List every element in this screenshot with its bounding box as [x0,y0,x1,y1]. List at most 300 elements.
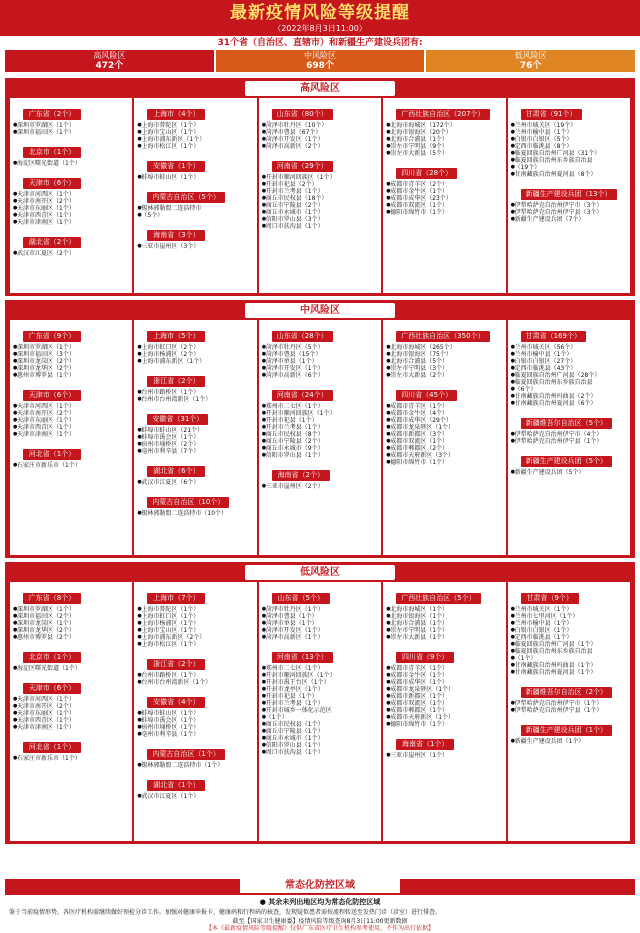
district-item: ● 菏泽市曹县（15个） [262,351,378,358]
district-item: ● 北海市银海区（1个） [386,613,502,620]
district-item: ● 上海市虹口区（1个） [137,613,253,620]
province-card [137,772,253,800]
district-item: ● 深圳市龙岗区（2个） [13,358,129,365]
district-item: ● 天津市南开区（2个） [13,703,129,710]
province-card [511,717,627,745]
province-card [137,651,253,686]
district-item: ● 伊犁哈萨克自治州伊宁县（3个） [511,209,627,216]
province-card [137,101,253,150]
section-title: 高风险区 [245,81,395,96]
district-item: ● 伊犁哈萨克自治州伊宁市（4个） [511,431,627,438]
province-card [262,462,378,490]
district-item: ● 武汉市江夏区（1个） [137,793,253,800]
district-item: ● 台州市路桥区（1个） [137,672,253,679]
district-item: ● 天津市南开区（2个） [13,410,129,417]
province-card [137,184,253,219]
district-item: ● 深圳市福田区（3个） [13,351,129,358]
district-item: ● 成都市青羊区（1个） [386,665,502,672]
district-item: ● 崇左市大新县（1个） [386,634,502,641]
region-column [259,98,381,293]
province-card [511,585,627,676]
district-item: ● 成都市双流区（1个） [386,438,502,445]
province-title: 内蒙古自治区（10个） [147,497,229,508]
province-title: 浙江省（2个） [147,376,205,387]
district-item: ● 成都市青羊区（2个） [386,181,502,188]
province-title: 新疆生产建设兵团（1个） [521,725,612,736]
summary-low [426,50,635,72]
district-item: ● 开封市禹王台区（1个） [262,679,378,686]
district-item: ● 北海市合浦县（5个） [386,358,502,365]
region-column [10,582,132,841]
region-column [259,582,381,841]
district-item: ● 开封市祀县（2个） [262,181,378,188]
district-item: ● 三亚市崖州区（2个） [262,483,378,490]
region-column [134,320,256,555]
district-item: ● 台州市路桥区（1个） [137,389,253,396]
district-item: ● 兰州市城关区（1个） [511,606,627,613]
province-title: 广东省（9个） [23,331,81,342]
district-item: ● 成都市天府新区（3个） [386,452,502,459]
region-grid [10,98,630,293]
district-item: ● 菏泽市牡丹区（5个） [262,344,378,351]
province-card [137,153,253,181]
province-card [137,458,253,486]
province-title: 河南省（13个） [272,652,333,663]
district-item: ● 上海市浦东新区（2个） [137,634,253,641]
section-title: 中风险区 [245,303,395,318]
province-card [262,101,378,150]
district-item: ● 崇左市大新县（2个） [386,372,502,379]
district-item: ● 德阳市绵竹市（1个） [386,209,502,216]
district-item: ● （19个） [511,164,627,171]
district-item: ● 上海市松江区（1个） [137,143,253,150]
district-item: ● 菏泽市曹县（67个） [262,129,378,136]
district-item: ● 石家庄市新乐市（1个） [13,462,129,469]
district-item: ● 甘南藏族自治州夏河县（1个） [511,669,627,676]
region-column [383,98,505,293]
province-card [511,101,627,178]
district-item: ● 蚌埠市蚌山区（1个） [137,710,253,717]
district-item: ● 白银市白银区（1个） [511,627,627,634]
province-card [137,689,253,738]
district-item: ● 上海市浦东新区（1个） [137,358,253,365]
district-item: ● 深圳市罗湖区（1个） [13,122,129,129]
province-title: 浙江省（2个） [147,659,205,670]
district-item: ● 成都市金牛区（1个） [386,188,502,195]
district-item: ● 商丘市永城市（1个） [262,735,378,742]
province-card [13,229,129,257]
district-item: ● 白银市白银区（27个） [511,358,627,365]
district-item: ● 成都市金牛区（1个） [386,672,502,679]
province-card [137,368,253,403]
district-item: ● 天津市津南区（1个） [13,724,129,731]
province-card [13,675,129,731]
province-card [511,679,627,714]
province-card [386,644,502,728]
province-card [137,406,253,455]
district-item: ● 深圳市福田区（2个） [13,613,129,620]
district-item: ● 伊犁哈萨克自治州伊宁市（3个） [511,202,627,209]
district-item: ● 临夏回族自治州广河县（28个） [511,372,627,379]
province-title: 河南省（29个） [272,161,333,172]
district-item: ● 成都市双流区（1个） [386,202,502,209]
district-item: ● 开封市祀县（1个） [262,693,378,700]
district-item: ● 成都市新都区（3个） [386,431,502,438]
district-item: ● 商丘市民权县（18个） [262,195,378,202]
district-item: ● 崇左市宁明县（9个） [386,143,502,150]
province-title: 四川省（45个） [396,390,457,401]
district-item: ● 上海市宝山区（1个） [137,627,253,634]
province-title: 天津市（6个） [23,683,81,694]
province-card [13,644,129,672]
province-card [511,410,627,445]
district-item: ● 深圳市罗湖区（1个） [13,344,129,351]
province-title: 安徽省（1个） [147,161,205,172]
district-item: ● 菏泽市单县（1个） [262,620,378,627]
district-item: ● 武汉市江夏区（2个） [13,250,129,257]
province-card [137,222,253,250]
region-grid [10,582,630,841]
province-title: 广西壮族自治区（350个） [396,331,489,342]
district-item: ● 开封市顺河回族区（1个） [262,174,378,181]
district-item: ● 锡林郭勒盟二连浩特市 [137,205,253,212]
district-item: ● 成都市郫都区（1个） [386,707,502,714]
province-card [386,382,502,466]
district-item: ● 商丘市民权县（8个） [262,431,378,438]
province-card [13,101,129,136]
district-item: ● 开封市顺河回族区（1个） [262,410,378,417]
district-item: ● 周口市扶沟县（1个） [262,749,378,756]
province-title: 上海市（7个） [147,593,205,604]
region-column [383,320,505,555]
district-item: ● 上海市松江区（1个） [137,641,253,648]
district-item: ● 亳州市利辛县（1个） [137,731,253,738]
province-title: 上海市（4个） [147,109,205,120]
district-item: ● 周口市扶沟县（1个） [262,223,378,230]
district-item: ● 上海市杨浦区（2个） [137,351,253,358]
district-item: ● 成都市成华区（29个） [386,417,502,424]
district-item: ● 临夏回族自治州广河县（1个） [511,641,627,648]
province-card [13,139,129,167]
high-risk-section [5,78,635,296]
district-item: ● 天津市西青区（1个） [13,717,129,724]
district-item: ● 新疆生产建设兵团（5个） [511,469,627,476]
district-item: ● 菏泽市高新区（2个） [262,143,378,150]
region-column [259,320,381,555]
province-card [386,323,502,379]
district-item: ● 商丘市宁陵县（2个） [262,438,378,445]
province-title: 山东省（28个） [272,331,333,342]
district-item: ● 成都市成华区（1个） [386,679,502,686]
district-item: ● 菏泽市高新区（1个） [262,634,378,641]
district-item: ● 开封市城乡一体化示范区 [262,707,378,714]
district-item: ● 甘南藏族自治州夏河县（6个） [511,400,627,407]
district-item: ● 德阳市绵竹市（1个） [386,721,502,728]
district-item: ● 兰州市城关区（56个） [511,344,627,351]
district-item: ● 信阳市罗山县（1个） [262,452,378,459]
district-item: ● 深圳市福田区（1个） [13,129,129,136]
district-item: ● 兰州市七里河区（1个） [511,613,627,620]
district-item: ● 商丘市民权县（1个） [262,721,378,728]
province-card [386,585,502,641]
district-item: ● （1个） [511,655,627,662]
province-title: 天津市（6个） [23,178,81,189]
normal-control-note: ● 其余未列出地区均为常态化防控区域 [259,898,381,906]
header [0,0,640,36]
region-column [134,98,256,293]
district-item: ● 北海市合浦县（1个） [386,620,502,627]
district-item: ● 深圳市龙岗区（1个） [13,620,129,627]
district-item: ● 伊犁哈萨克自治州伊宁市（1个） [511,700,627,707]
district-item: ● 北海市银海区（75个） [386,351,502,358]
district-item: ● 北海市海城区（172个） [386,122,502,129]
province-title: 上海市（5个） [147,331,205,342]
district-item: ● 郑州市二七区（1个） [262,403,378,410]
province-title: 内蒙古自治区（1个） [147,749,224,760]
district-item: ● 甘南藏族自治州玛曲县（1个） [511,662,627,669]
page-title: 最新疫情风险等级提醒 [230,3,410,23]
district-item: ● 上海市宝山区（1个） [137,129,253,136]
province-title: 甘肃省（9个） [521,593,579,604]
province-title: 新疆维吾尔自治区（5个） [521,418,612,429]
district-item: ● 北海市合浦县（1个） [386,136,502,143]
district-item: ● 伊犁哈萨克自治州伊宁县（1个） [511,707,627,714]
district-item: ● 兰州市榆中县（1个） [511,620,627,627]
district-item: ● 台州市台州湾新区（1个） [137,396,253,403]
district-item: ● 开封市兰考县（1个） [262,188,378,195]
district-item: ● 菏泽市开发区（1个） [262,627,378,634]
district-item: ● 天津市西青区（1个） [13,212,129,219]
province-card [511,448,627,476]
province-title: 河北省（1个） [23,449,81,460]
district-item: ● 天津市河西区（1个） [13,191,129,198]
district-item: ● 郑州市二七区（1个） [262,665,378,672]
province-title: 海南省（3个） [147,230,205,241]
district-item: ● 蚌埠市禹会区（1个） [137,434,253,441]
low-risk-section [5,562,635,844]
district-item: ● 菏泽市牡丹区（1个） [262,606,378,613]
district-item: ● 锡林郭勒盟二连浩特市（10个） [137,510,253,517]
district-item: ● 甘南藏族自治州玛曲县（2个） [511,393,627,400]
district-item: ● 成都市龙泉驿区（1个） [386,686,502,693]
district-item: ● 兰州市城关区（19个） [511,122,627,129]
region-column [508,582,630,841]
district-item: ● 宿州市埇桥区（1个） [137,724,253,731]
province-title: 安徽省（4个） [147,697,205,708]
district-item: ● （6个） [511,386,627,393]
summary-label: 中风险区 [304,51,336,60]
province-title: 广西壮族自治区（5个） [396,593,480,604]
district-item: ● 天津市东丽区（1个） [13,417,129,424]
summary-medium [216,50,425,72]
province-card [13,585,129,641]
district-item: ● 商丘市永城市（9个） [262,445,378,452]
province-card [386,160,502,216]
district-item: ● 白银市白银区（5个） [511,136,627,143]
district-item: ● 深圳市罗湖区（1个） [13,606,129,613]
district-item: ● 上海市浦东新区（1个） [137,136,253,143]
district-item: ● 宿州市埇桥区（2个） [137,441,253,448]
district-item: ● 天津市河西区（1个） [13,696,129,703]
normal-control-banner [5,879,635,895]
district-item: ● 天津市津南区（1个） [13,219,129,226]
province-card [386,731,502,759]
district-item: ● 开封市兰考县（1个） [262,700,378,707]
province-title: 山东省（80个） [272,109,333,120]
province-title: 新疆生产建设兵团（13个） [521,189,617,200]
province-card [137,585,253,648]
summary-title: 31个省（自治区、直辖市）和新疆生产建设兵团有: [217,38,423,48]
province-title: 河北省（1个） [23,742,81,753]
province-title: 新疆生产建设兵团（5个） [521,456,612,467]
data-source: 截至【国家卫生健康委】疫情风险等级查询8月3日11:00更新数据 [232,918,408,925]
province-card [262,153,378,230]
district-item: ● 成都市青羊区（1个） [386,403,502,410]
district-item: ● 上海市杨浦区（1个） [137,620,253,627]
district-item: ● 惠州市博罗县（2个） [13,634,129,641]
province-card [262,382,378,459]
district-item: ● 定西市临洮县（43个） [511,365,627,372]
district-item: ● 崇左市宁明县（1个） [386,627,502,634]
footer [5,879,635,933]
province-card [137,489,253,517]
district-item: ● 惠州市博罗县（1个） [13,372,129,379]
district-item: ● 甘南藏族自治州夏河县（8个） [511,171,627,178]
district-item: ● 天津市东丽区（1个） [13,710,129,717]
district-item: ● 菏泽市高新区（6个） [262,372,378,379]
district-item: ● 天津市津南区（1个） [13,431,129,438]
district-item: ● 天津市河西区（1个） [13,403,129,410]
province-card [262,323,378,379]
district-item: ● 临夏回族自治州东乡族自治县 [511,157,627,164]
district-item: ● 蚌埠市蚌山区（1个） [137,174,253,181]
district-item: ● （1个） [262,714,378,721]
district-item: ● 菏泽市曹县（1个） [262,613,378,620]
district-item: ● 开封市兰考县（1个） [262,424,378,431]
province-card [262,644,378,756]
province-title: 安徽省（31个） [147,414,208,425]
district-item: ● 成都市龙泉驿区（1个） [386,424,502,431]
district-item: ● 开封市顺河回族区（1个） [262,672,378,679]
district-item: ● 临夏回族自治州东乡族自治县 [511,648,627,655]
update-date: （2022年8月3日11:00） [273,24,367,33]
district-item: ● 武汉市江夏区（6个） [137,479,253,486]
district-item: ● 上海市普陀区（1个） [137,606,253,613]
province-title: 湖北省（6个） [147,466,205,477]
province-title: 甘肃省（169个） [521,331,586,342]
province-title: 北京市（1个） [23,652,81,663]
district-item: ● 临夏回族自治州广河县（31个） [511,150,627,157]
province-card [137,323,253,365]
district-item: ● 成都市新都区（1个） [386,693,502,700]
province-title: 天津市（6个） [23,390,81,401]
district-item: ● 天津市东丽区（1个） [13,205,129,212]
province-title: 四川省（28个） [396,168,457,179]
province-title: 河南省（24个） [272,390,333,401]
district-item: ● 成都市双流区（1个） [386,700,502,707]
district-item: ● 德阳市绵竹市（1个） [386,459,502,466]
province-title: 广东省（8个） [23,593,81,604]
region-column [508,320,630,555]
province-title: 海南省（2个） [272,470,330,481]
district-item: ● 商丘市永城市（1个） [262,209,378,216]
normal-control-title: 常态化防控区域 [240,879,400,893]
district-item: ● 海淀区曙光街道（1个） [13,160,129,167]
province-card [13,382,129,438]
province-card [386,101,502,157]
province-card [511,323,627,407]
section-title: 低风险区 [245,565,395,580]
district-item: ● 商丘市宁陵县（2个） [262,202,378,209]
province-title: 内蒙古自治区（5个） [147,192,224,203]
province-title: 湖北省（2个） [23,237,81,248]
district-item: ● 天津市西青区（1个） [13,424,129,431]
district-item: ● 信阳市罗山县（3个） [262,216,378,223]
province-card [13,170,129,226]
district-item: ● 成都市金牛区（4个） [386,410,502,417]
district-item: ● 锡林郭勒盟二连浩特市（1个） [137,762,253,769]
province-card [13,441,129,469]
region-column [508,98,630,293]
district-item: ● （5个） [137,212,253,219]
province-card [137,741,253,769]
district-item: ● 兰州市榆中县（1个） [511,129,627,136]
province-title: 北京市（1个） [23,147,81,158]
district-item: ● 海淀区曙光街道（1个） [13,665,129,672]
province-title: 广东省（2个） [23,109,81,120]
district-item: ● 崇左市大新县（5个） [386,150,502,157]
district-item: ● 定西市临洮县（8个） [511,143,627,150]
district-item: ● 伊犁哈萨克自治州伊宁县（1个） [511,438,627,445]
region-grid [10,320,630,555]
province-title: 广西壮族自治区（207个） [396,109,489,120]
district-item: ● 菏泽市单县（1个） [262,358,378,365]
summary-bar [0,50,640,72]
summary-label: 高风险区 [93,51,126,60]
guidance-paragraph: 鉴于当前疫情形势，各医疗机构需继续做好预检分诊工作。加强对健康申报卡、健康码和行程码的核查，发现疑似患者需按流程转送至发热门诊（诊室）进行排查。 [9,909,442,916]
district-item: ● 菏泽市牡丹区（10个） [262,122,378,129]
district-item: ● 兰州市榆中县（1个） [511,351,627,358]
district-item: ● 亳州市利辛县（7个） [137,448,253,455]
district-item: ● 上海市普陀区（1个） [137,122,253,129]
summary-count: 472个 [95,61,124,71]
district-item: ● 蚌埠市禹会区（1个） [137,717,253,724]
district-item: ● 新疆生产建设兵团（7个） [511,216,627,223]
district-item: ● 崇左市宁明县（3个） [386,365,502,372]
district-item: ● 信阳市罗山县（1个） [262,742,378,749]
region-column [383,582,505,841]
summary-count: 76个 [519,61,542,71]
province-title: 海南省（1个） [396,739,454,750]
district-item: ● 上海市虹口区（2个） [137,344,253,351]
region-column [10,320,132,555]
district-item: ● 北海市海城区（1个） [386,606,502,613]
district-item: ● 开封市龙亭区（1个） [262,686,378,693]
district-item: ● 深圳市龙华区（2个） [13,365,129,372]
district-item: ● 三亚市崖州区（3个） [137,243,253,250]
district-item: ● 定西市临洮县（1个） [511,634,627,641]
summary-label: 低风险区 [514,51,547,60]
district-item: ● 新疆生产建设兵团（1个） [511,738,627,745]
province-title: 山东省（5个） [272,593,330,604]
province-card [511,181,627,223]
province-title: 四川省（9个） [396,652,454,663]
district-item: ● 临夏回族自治州东乡族自治县 [511,379,627,386]
province-card [13,734,129,762]
district-item: ● 菏泽市开发区（1个） [262,136,378,143]
medium-risk-section [5,300,635,558]
province-card [262,585,378,641]
